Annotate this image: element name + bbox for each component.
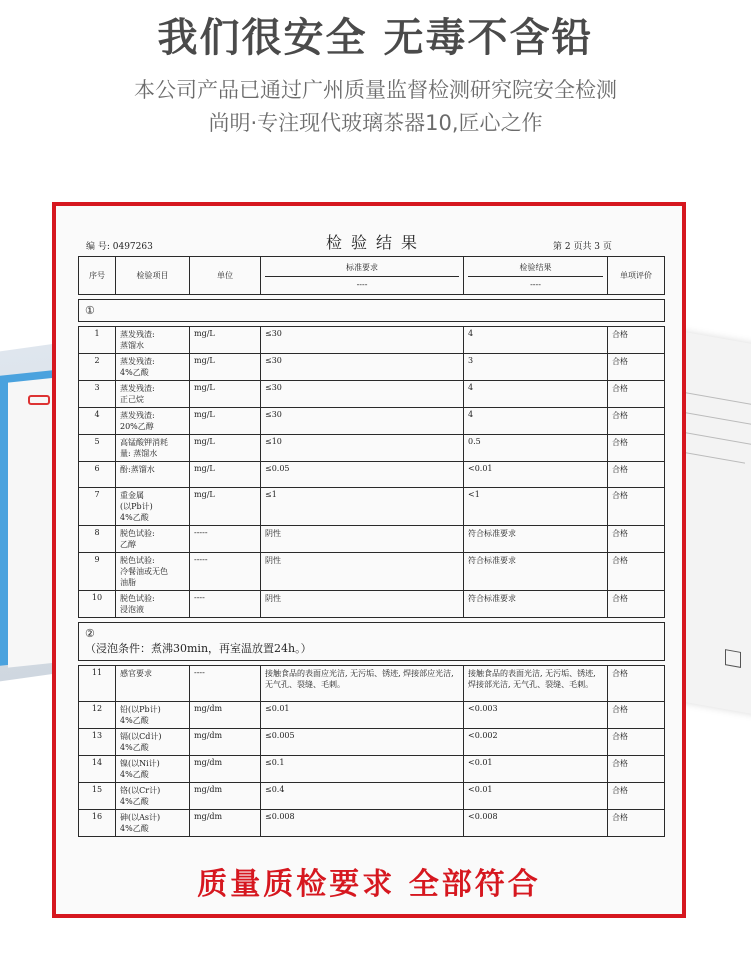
cell-standard: ≤0.01 — [261, 702, 464, 729]
table-row — [79, 408, 665, 435]
col-standard — [261, 257, 464, 295]
cell-evaluation: 合格 — [608, 327, 665, 354]
cell-standard: ≤0.1 — [261, 756, 464, 783]
cell-unit: mg/L — [190, 327, 261, 354]
subtitle-line-2: 尚明·专注现代玻璃茶器10,匠心之作 — [208, 111, 543, 135]
report-number: 编 号: 0497263 — [86, 242, 153, 252]
cell-item: 脱色试验: 乙醇 — [116, 526, 190, 553]
cell-result: <0.01 — [464, 462, 608, 488]
col-result — [464, 257, 608, 295]
cell-no: 4 — [79, 408, 116, 435]
cell-standard: ≤30 — [261, 408, 464, 435]
cell-unit: mg/dm — [190, 810, 261, 837]
cell-result: 3 — [464, 354, 608, 381]
cell-unit: mg/L — [190, 488, 261, 526]
cell-standard: ≤0.008 — [261, 810, 464, 837]
col-standard-dash: ---- — [265, 276, 459, 289]
cell-no: 9 — [79, 553, 116, 591]
cell-result: 4 — [464, 327, 608, 354]
col-unit: 单位 — [190, 257, 261, 295]
table-row — [79, 381, 665, 408]
cell-item: 脱色试验: 冷餐油或无色 油脂 — [116, 553, 190, 591]
cell-item: 重金属 (以Pb计) 4%乙酸 — [116, 488, 190, 526]
cell-evaluation: 合格 — [608, 810, 665, 837]
page-indicator: 第 2 页共 3 页 — [553, 242, 612, 252]
table-row — [79, 526, 665, 553]
test-report-page — [56, 206, 682, 914]
cell-evaluation: 合格 — [608, 702, 665, 729]
cell-no: 2 — [79, 354, 116, 381]
table-row — [79, 729, 665, 756]
left-document-page — [8, 377, 58, 667]
cell-evaluation: 合格 — [608, 591, 665, 618]
cell-evaluation: 合格 — [608, 783, 665, 810]
headline: 我们很安全 无毒不含铅 — [157, 15, 594, 61]
cell-no: 16 — [79, 810, 116, 837]
table-row — [79, 354, 665, 381]
cell-no: 15 — [79, 783, 116, 810]
col-evaluation: 单项评价 — [608, 257, 665, 295]
table-row — [79, 702, 665, 729]
cell-unit: mg/dm — [190, 756, 261, 783]
cell-unit: mg/L — [190, 435, 261, 462]
cell-result: <0.008 — [464, 810, 608, 837]
cell-no: 14 — [79, 756, 116, 783]
cell-standard: ≤30 — [261, 381, 464, 408]
cell-item: 蒸发残渣: 4%乙酸 — [116, 354, 190, 381]
cell-no: 5 — [79, 435, 116, 462]
cell-evaluation: 合格 — [608, 526, 665, 553]
cell-unit: ----- — [190, 526, 261, 553]
table-header-row — [79, 257, 665, 295]
left-document-logo-icon — [28, 395, 50, 405]
cell-standard: ≤0.05 — [261, 462, 464, 488]
cell-item: 镉(以Cd计) 4%乙酸 — [116, 729, 190, 756]
cell-evaluation: 合格 — [608, 435, 665, 462]
compliance-banner: 质量质检要求 全部符合 — [197, 867, 541, 902]
cell-standard: ≤30 — [261, 354, 464, 381]
cell-item: 铬(以Cr计) 4%乙酸 — [116, 783, 190, 810]
cell-item: 脱色试验: 浸泡液 — [116, 591, 190, 618]
cell-item: 蒸发残渣: 蒸馏水 — [116, 327, 190, 354]
section-2-row-label — [79, 623, 665, 661]
cell-evaluation: 合格 — [608, 408, 665, 435]
cell-no: 10 — [79, 591, 116, 618]
cell-unit: mg/L — [190, 381, 261, 408]
section-2-number: ② — [85, 627, 95, 640]
cell-no: 8 — [79, 526, 116, 553]
report-title: 检验结果 — [325, 233, 426, 252]
table-row — [79, 783, 665, 810]
cell-evaluation: 合格 — [608, 729, 665, 756]
section-2-row — [79, 623, 665, 661]
cell-result: <1 — [464, 488, 608, 526]
cell-standard: 接触食品的表面应光洁, 无污垢、锈迹, 焊接部应光洁, 无气孔、裂缝、毛刺。 — [261, 666, 464, 702]
cell-evaluation: 合格 — [608, 488, 665, 526]
section-1-row-label: ① — [79, 300, 665, 322]
table-row — [79, 666, 665, 702]
subtitle-line-1: 本公司产品已通过广州质量监督检测研究院安全检测 — [134, 78, 617, 102]
cell-result: 0.5 — [464, 435, 608, 462]
cell-evaluation: 合格 — [608, 756, 665, 783]
cell-result: <0.01 — [464, 783, 608, 810]
stamp-icon — [725, 649, 741, 668]
cell-item: 蒸发残渣: 20%乙醇 — [116, 408, 190, 435]
cell-standard: 阴性 — [261, 591, 464, 618]
table-row — [79, 553, 665, 591]
col-item: 检验项目 — [116, 257, 190, 295]
table-row — [79, 591, 665, 618]
cell-result: 4 — [464, 381, 608, 408]
report-frame — [52, 202, 686, 918]
table-row — [79, 488, 665, 526]
cell-no: 7 — [79, 488, 116, 526]
table-row — [79, 810, 665, 837]
section-2-note: （浸泡条件：煮沸30min，再室温放置24h。） — [85, 642, 312, 655]
cell-no: 11 — [79, 666, 116, 702]
cell-result: <0.003 — [464, 702, 608, 729]
cell-no: 1 — [79, 327, 116, 354]
cell-result: 符合标准要求 — [464, 526, 608, 553]
cell-unit: ---- — [190, 591, 261, 618]
cell-no: 13 — [79, 729, 116, 756]
cell-item: 感官要求 — [116, 666, 190, 702]
cell-no: 12 — [79, 702, 116, 729]
cell-standard: ≤1 — [261, 488, 464, 526]
table-row — [79, 327, 665, 354]
col-result-label: 检验结果 — [519, 263, 552, 272]
cell-no: 6 — [79, 462, 116, 488]
cell-unit: mg/L — [190, 462, 261, 488]
cell-evaluation: 合格 — [608, 354, 665, 381]
cell-standard: ≤0.005 — [261, 729, 464, 756]
cell-item: 砷(以As计) 4%乙酸 — [116, 810, 190, 837]
cell-unit: mg/L — [190, 408, 261, 435]
cell-evaluation: 合格 — [608, 462, 665, 488]
cell-standard: 阴性 — [261, 553, 464, 591]
cell-item: 高锰酸钾消耗 量: 蒸馏水 — [116, 435, 190, 462]
results-table — [78, 256, 665, 837]
cell-standard: 阴性 — [261, 526, 464, 553]
cell-no: 3 — [79, 381, 116, 408]
col-result-dash: ---- — [468, 276, 603, 289]
cell-evaluation: 合格 — [608, 666, 665, 702]
cell-unit: ---- — [190, 666, 261, 702]
col-standard-label: 标准要求 — [346, 263, 378, 272]
section-1-row — [79, 300, 665, 322]
cell-standard: ≤10 — [261, 435, 464, 462]
table-row — [79, 435, 665, 462]
cell-result: 接触食品的表面光洁, 无污垢、锈迹, 焊接部光洁, 无气孔、裂缝、毛刺。 — [464, 666, 608, 702]
cell-unit: mg/dm — [190, 729, 261, 756]
col-no: 序号 — [79, 257, 116, 295]
cell-unit: mg/dm — [190, 783, 261, 810]
cell-unit: ----- — [190, 553, 261, 591]
cell-item: 蒸发残渣: 正己烷 — [116, 381, 190, 408]
table-row — [79, 462, 665, 488]
cell-unit: mg/L — [190, 354, 261, 381]
cell-item: 铅(以Pb计) 4%乙酸 — [116, 702, 190, 729]
cell-standard: ≤30 — [261, 327, 464, 354]
cell-standard: ≤0.4 — [261, 783, 464, 810]
cell-evaluation: 合格 — [608, 381, 665, 408]
table-row — [79, 756, 665, 783]
cell-result: <0.002 — [464, 729, 608, 756]
cell-item: 酚:蒸馏水 — [116, 462, 190, 488]
cell-unit: mg/dm — [190, 702, 261, 729]
cell-result: <0.01 — [464, 756, 608, 783]
cell-evaluation: 合格 — [608, 553, 665, 591]
cell-result: 符合标准要求 — [464, 591, 608, 618]
cell-result: 符合标准要求 — [464, 553, 608, 591]
cell-result: 4 — [464, 408, 608, 435]
cell-item: 镍(以Ni计) 4%乙酸 — [116, 756, 190, 783]
